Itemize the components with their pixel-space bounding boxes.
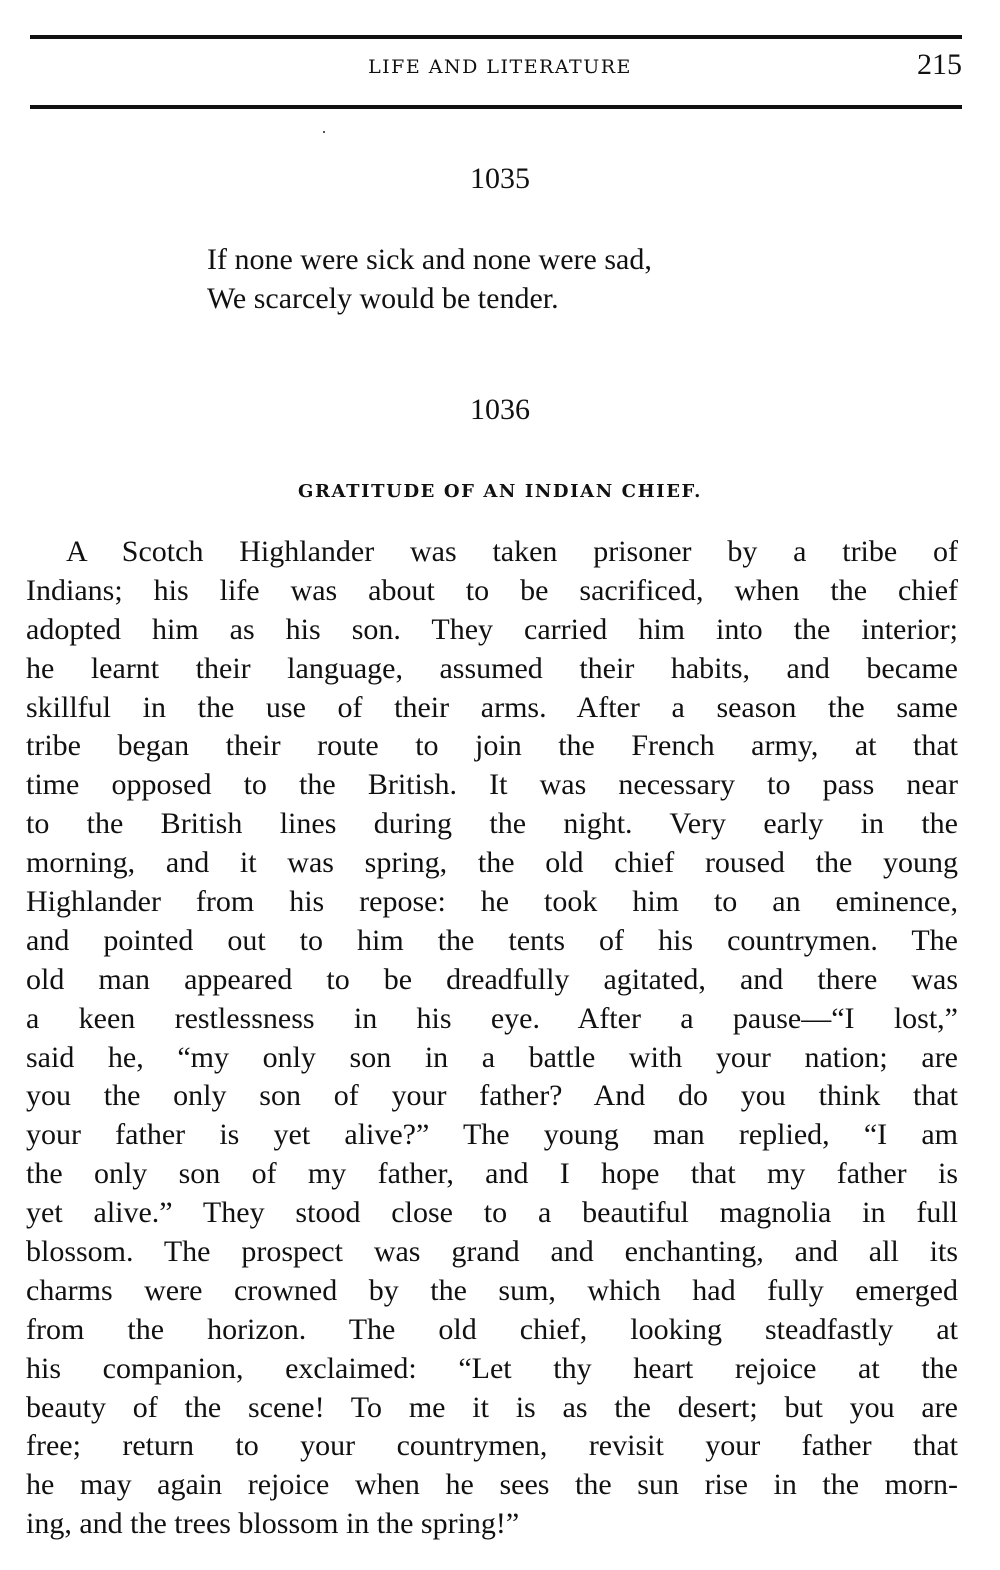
body-line: he may again rejoice when he sees the sun rise in the morn- xyxy=(26,1468,958,1502)
body-line: Indians; his life was about to be sacrificed, when the chief xyxy=(26,573,958,607)
body-line: said he, “my only son in a battle with your nation; are xyxy=(26,1040,958,1074)
running-head: LIFE AND LITERATURE xyxy=(368,56,632,78)
entry-number: 1035 xyxy=(470,162,530,195)
print-speck xyxy=(323,131,325,133)
body-line: old man appeared to be dreadfully agitated, and there was xyxy=(26,962,958,996)
body-line: to the British lines during the night. Very early in the xyxy=(26,807,958,841)
verse-couplet xyxy=(207,240,652,318)
body-line: charms were crowned by the sum, which had fully emerged xyxy=(26,1273,958,1307)
body-line: adopted him as his son. They carried him into the interior; xyxy=(26,612,958,646)
body-line: beauty of the scene! To me it is as the desert; but you are xyxy=(26,1390,958,1424)
body-line: time opposed to the British. It was necessary to pass near xyxy=(26,768,958,802)
body-line: and pointed out to him the tents of his countrymen. The xyxy=(26,923,958,957)
verse-line: We scarcely would be tender. xyxy=(207,282,559,315)
body-line: blossom. The prospect was grand and enchanting, and all its xyxy=(26,1235,958,1269)
body-line: his companion, exclaimed: “Let thy heart rejoice at the xyxy=(26,1351,958,1385)
body-line: tribe began their route to join the French army, at that xyxy=(26,729,958,763)
body-line: morning, and it was spring, the old chief roused the young xyxy=(26,846,958,880)
body-line: ing, and the trees blossom in the spring!” xyxy=(26,1507,520,1541)
header-rule-bottom xyxy=(30,105,962,109)
page-number: 215 xyxy=(917,48,962,81)
body-line: you the only son of your father? And do you think that xyxy=(26,1079,958,1113)
body-line: free; return to your countrymen, revisit your father that xyxy=(26,1429,958,1463)
body-line: Highlander from his repose: he took him to an eminence, xyxy=(26,885,958,919)
body-line: skillful in the use of their arms. After a season the same xyxy=(26,690,958,724)
body-line: a keen restlessness in his eye. After a pause—“I lost,” xyxy=(26,1001,958,1035)
body-line: yet alive.” They stood close to a beautiful magnolia in full xyxy=(26,1196,958,1230)
verse-line: If none were sick and none were sad, xyxy=(207,243,652,276)
body-line: from the horizon. The old chief, looking steadfastly at xyxy=(26,1312,958,1346)
body-line: the only son of my father, and I hope that my father is xyxy=(26,1157,958,1191)
body-line: he learnt their language, assumed their habits, and became xyxy=(26,651,958,685)
body-line: A Scotch Highlander was taken prisoner by a tribe of xyxy=(66,535,958,568)
entry-number: 1036 xyxy=(470,393,530,426)
header-rule-top xyxy=(30,35,962,39)
entry-body xyxy=(26,533,958,1544)
entry-title: GRATITUDE OF AN INDIAN CHIEF. xyxy=(298,481,702,502)
body-line: your father is yet alive?” The young man replied, “I am xyxy=(26,1118,958,1152)
